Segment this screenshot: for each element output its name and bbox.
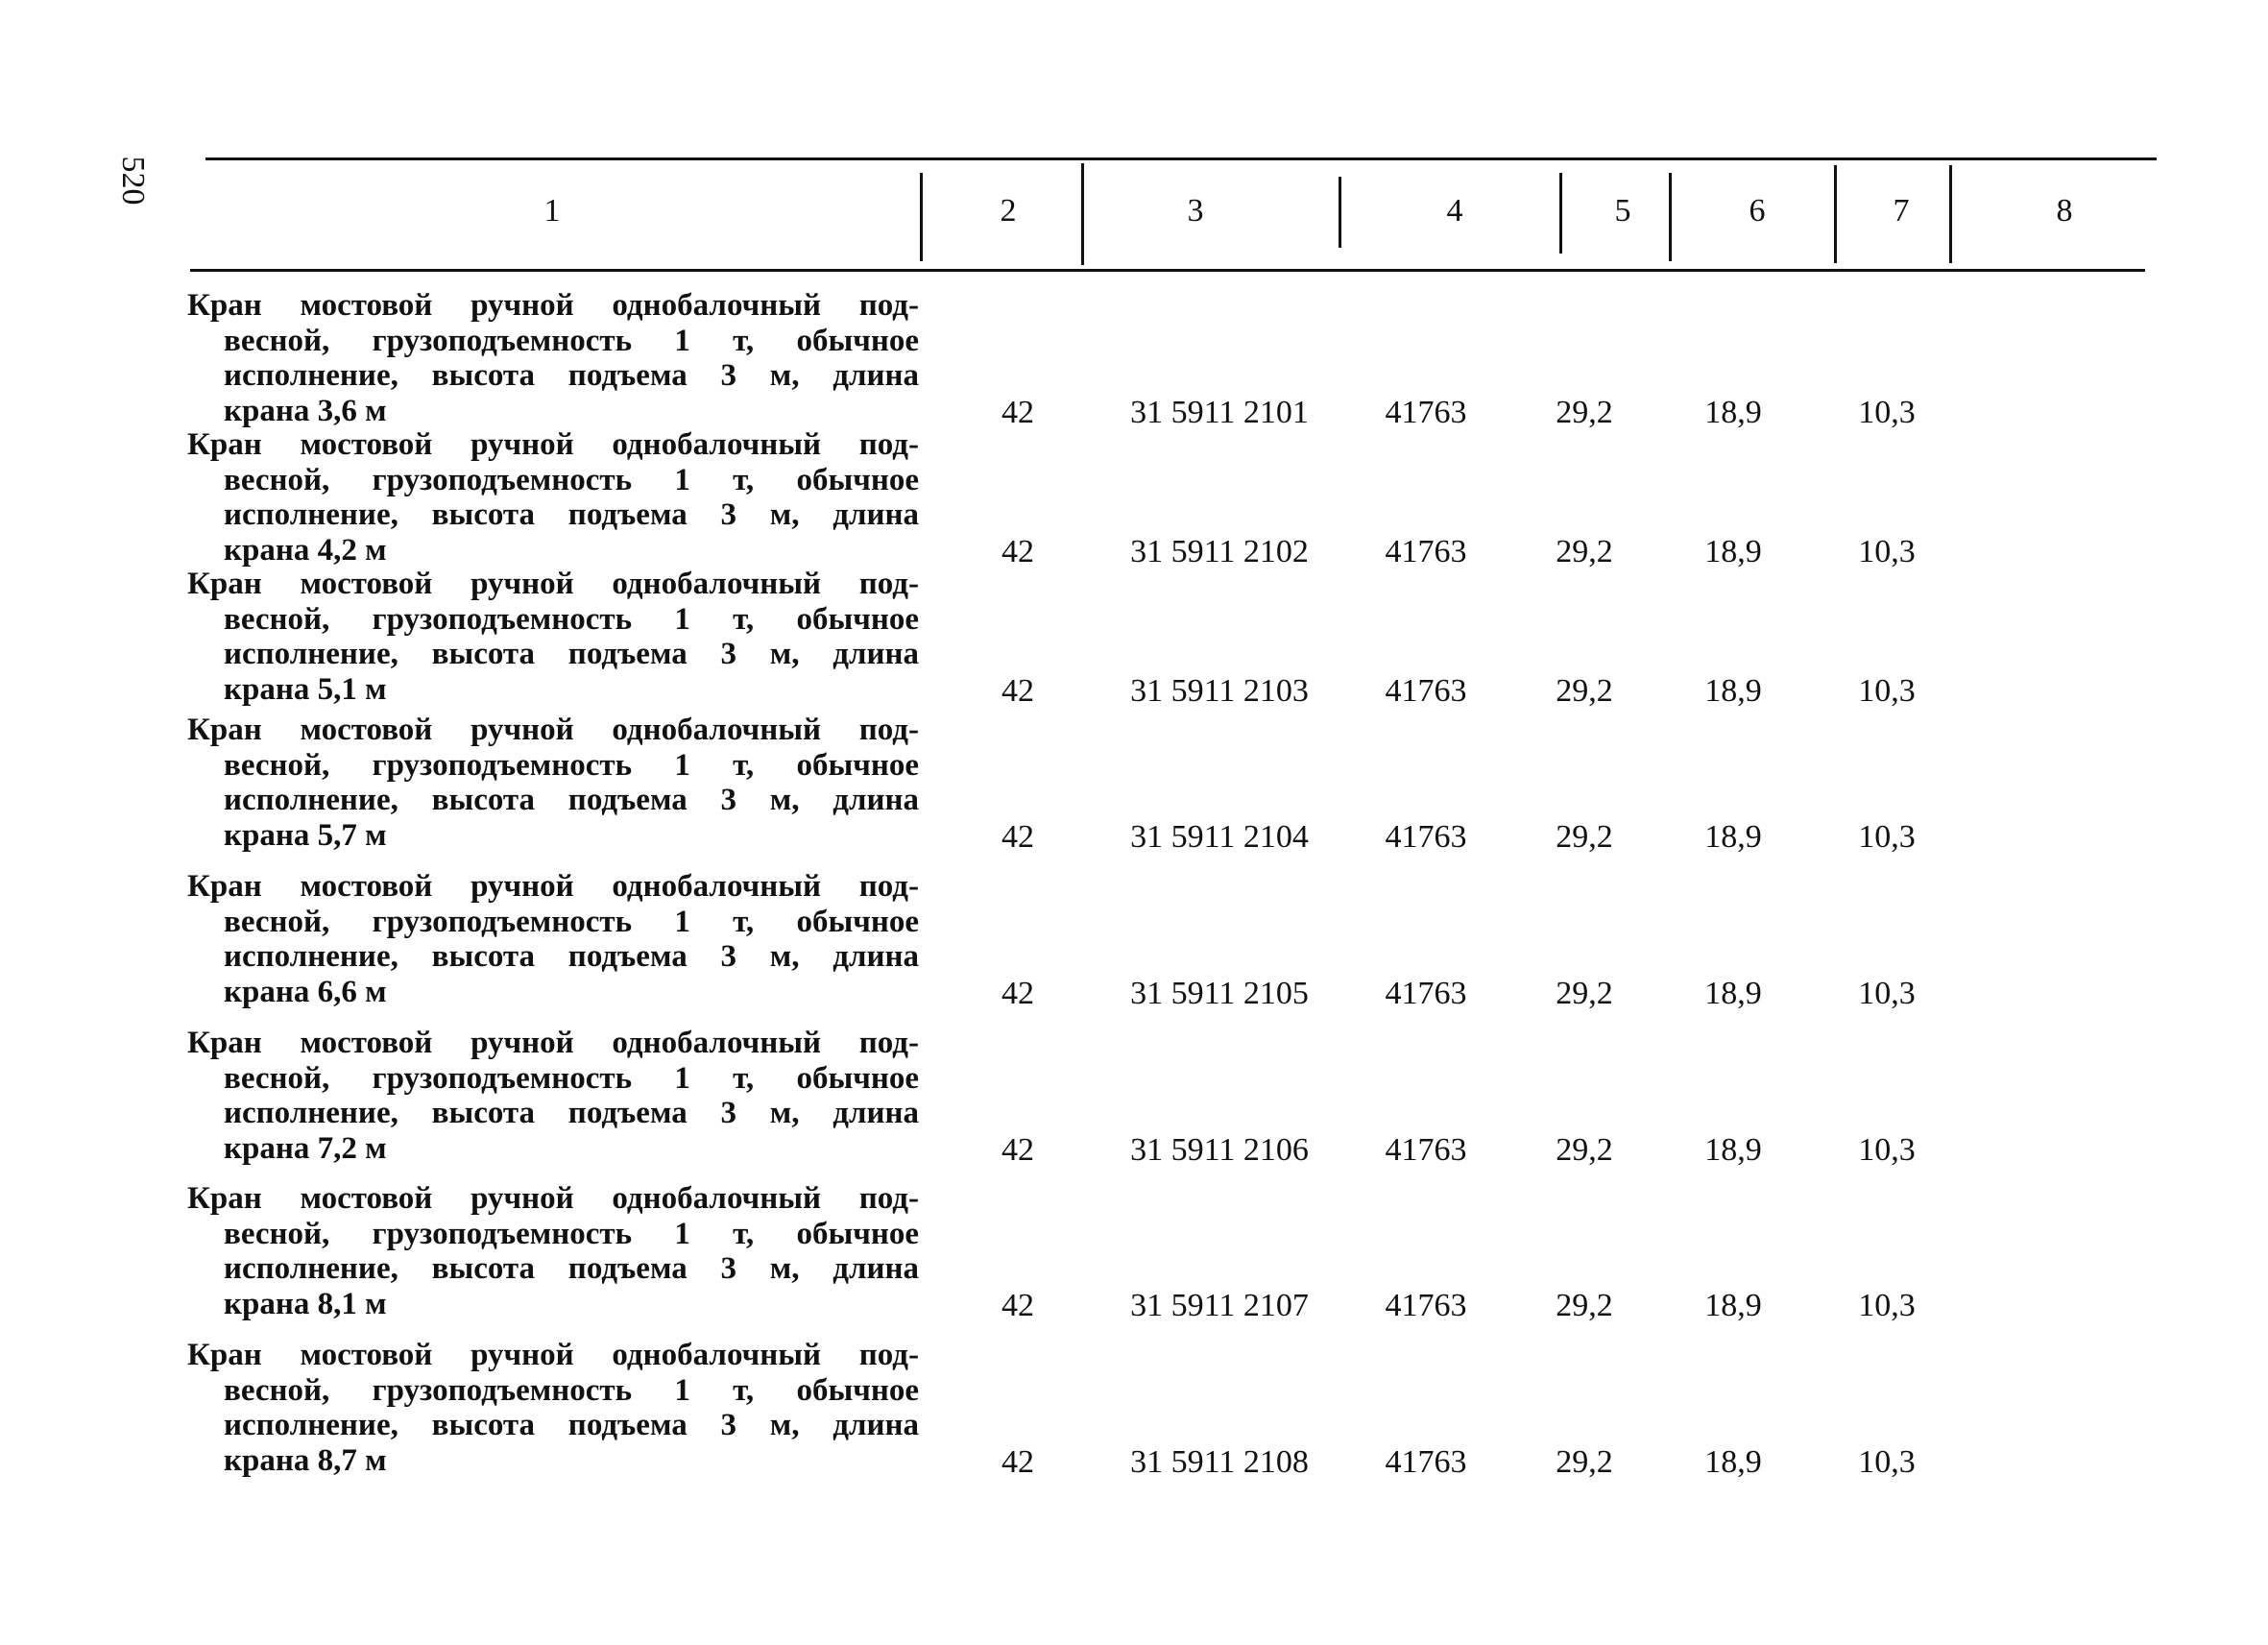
cell-col3: 31 5911 2102 [1130,534,1309,569]
cell-col4: 41763 [1385,1132,1467,1168]
cell-col2: 42 [1001,976,1034,1011]
item-description [187,869,919,1009]
description-line: крана 4,2 м [224,532,387,568]
cell-col2: 42 [1001,1288,1034,1323]
description-line: крана 7,2 м [224,1130,387,1166]
description-line: весной, грузоподъемность 1 т, обычное [224,1372,919,1408]
description-line: весной, грузоподъемность 1 т, обычное [224,462,919,497]
description-line: крана 5,1 м [224,671,387,707]
cell-col5: 29,2 [1556,673,1613,709]
description-line: весной, грузоподъемность 1 т, обычное [224,904,919,939]
description-line: Кран мостовой ручной однобалочный под- [187,1026,919,1060]
table-top-rule [205,157,2157,160]
cell-col3: 31 5911 2104 [1130,819,1309,855]
item-description [187,567,919,707]
item-description [187,1181,919,1321]
description-line: крана 8,7 м [224,1442,387,1478]
cell-col3: 31 5911 2108 [1130,1444,1309,1480]
cell-col6: 18,9 [1704,1288,1762,1323]
description-line: Кран мостовой ручной однобалочный под- [187,427,919,462]
cell-col7: 10,3 [1858,819,1916,855]
cell-col4: 41763 [1385,976,1467,1011]
column-divider [1081,163,1084,265]
description-line: исполнение, высота подъема 3 м, длина [224,1408,919,1442]
item-description [187,1026,919,1166]
cell-col6: 18,9 [1704,1444,1762,1480]
cell-col5: 29,2 [1556,1444,1613,1480]
description-line: исполнение, высота подъема 3 м, длина [224,783,919,817]
cell-col5: 29,2 [1556,1132,1613,1168]
table-row [0,567,2268,711]
description-line: исполнение, высота подъема 3 м, длина [224,358,919,393]
column-header: 6 [1749,193,1766,229]
description-line: весной, грузоподъемность 1 т, обычное [224,1216,919,1251]
description-line: Кран мостовой ручной однобалочный под- [187,1181,919,1216]
cell-col7: 10,3 [1858,534,1916,569]
table-row [0,288,2268,432]
description-line: исполнение, высота подъема 3 м, длина [224,939,919,974]
cell-col7: 10,3 [1858,395,1916,430]
cell-col2: 42 [1001,1444,1034,1480]
description-line: весной, грузоподъемность 1 т, обычное [224,601,919,637]
cell-col7: 10,3 [1858,1288,1916,1323]
table-row [0,1338,2268,1482]
cell-col2: 42 [1001,534,1034,569]
cell-col2: 42 [1001,395,1034,430]
item-description [187,427,919,568]
cell-col4: 41763 [1385,1444,1467,1480]
table-row [0,1181,2268,1325]
cell-col7: 10,3 [1858,976,1916,1011]
cell-col2: 42 [1001,1132,1034,1168]
description-line: весной, грузоподъемность 1 т, обычное [224,323,919,358]
description-line: крана 8,1 м [224,1286,387,1321]
table-row [0,427,2268,571]
cell-col6: 18,9 [1704,395,1762,430]
page-number: 520 [115,156,151,206]
description-line: крана 3,6 м [224,393,387,428]
cell-col4: 41763 [1385,1288,1467,1323]
column-divider [920,173,923,261]
table-header-bottom-rule [190,269,2145,272]
table-row [0,713,2268,857]
item-description [187,1338,919,1478]
cell-col2: 42 [1001,673,1034,709]
cell-col4: 41763 [1385,819,1467,855]
column-divider [1949,165,1952,263]
cell-col7: 10,3 [1858,1444,1916,1480]
cell-col3: 31 5911 2105 [1130,976,1309,1011]
column-header: 7 [1893,193,1910,229]
cell-col7: 10,3 [1858,673,1916,709]
cell-col6: 18,9 [1704,1132,1762,1168]
column-header: 1 [543,193,561,229]
cell-col4: 41763 [1385,673,1467,709]
column-divider [1669,173,1672,261]
item-description [187,288,919,428]
cell-col4: 41763 [1385,534,1467,569]
description-line: исполнение, высота подъема 3 м, длина [224,1096,919,1130]
cell-col5: 29,2 [1556,819,1613,855]
column-divider [1834,165,1837,263]
cell-col6: 18,9 [1704,819,1762,855]
item-description [187,713,919,853]
column-header: 2 [1000,193,1017,229]
description-line: Кран мостовой ручной однобалочный под- [187,713,919,747]
cell-col5: 29,2 [1556,1288,1613,1323]
column-header: 3 [1187,193,1204,229]
table-row [0,1026,2268,1170]
description-line: Кран мостовой ручной однобалочный под- [187,288,919,323]
cell-col5: 29,2 [1556,534,1613,569]
cell-col5: 29,2 [1556,976,1613,1011]
description-line: исполнение, высота подъема 3 м, длина [224,637,919,671]
description-line: весной, грузоподъемность 1 т, обычное [224,747,919,783]
description-line: крана 5,7 м [224,817,387,853]
column-divider [1339,177,1341,248]
description-line: исполнение, высота подъема 3 м, длина [224,1251,919,1286]
description-line: весной, грузоподъемность 1 т, обычное [224,1060,919,1096]
cell-col6: 18,9 [1704,673,1762,709]
description-line: крана 6,6 м [224,974,387,1009]
cell-col3: 31 5911 2101 [1130,395,1309,430]
table-row [0,869,2268,1013]
cell-col5: 29,2 [1556,395,1613,430]
cell-col6: 18,9 [1704,534,1762,569]
description-line: Кран мостовой ручной однобалочный под- [187,1338,919,1372]
column-header: 4 [1446,193,1463,229]
column-header: 5 [1614,193,1631,229]
cell-col7: 10,3 [1858,1132,1916,1168]
cell-col3: 31 5911 2107 [1130,1288,1309,1323]
cell-col3: 31 5911 2103 [1130,673,1309,709]
description-line: Кран мостовой ручной однобалочный под- [187,869,919,904]
cell-col4: 41763 [1385,395,1467,430]
column-header: 8 [2056,193,2073,229]
description-line: исполнение, высота подъема 3 м, длина [224,497,919,532]
column-divider [1559,173,1562,254]
cell-col6: 18,9 [1704,976,1762,1011]
cell-col3: 31 5911 2106 [1130,1132,1309,1168]
cell-col2: 42 [1001,819,1034,855]
description-line: Кран мостовой ручной однобалочный под- [187,567,919,601]
